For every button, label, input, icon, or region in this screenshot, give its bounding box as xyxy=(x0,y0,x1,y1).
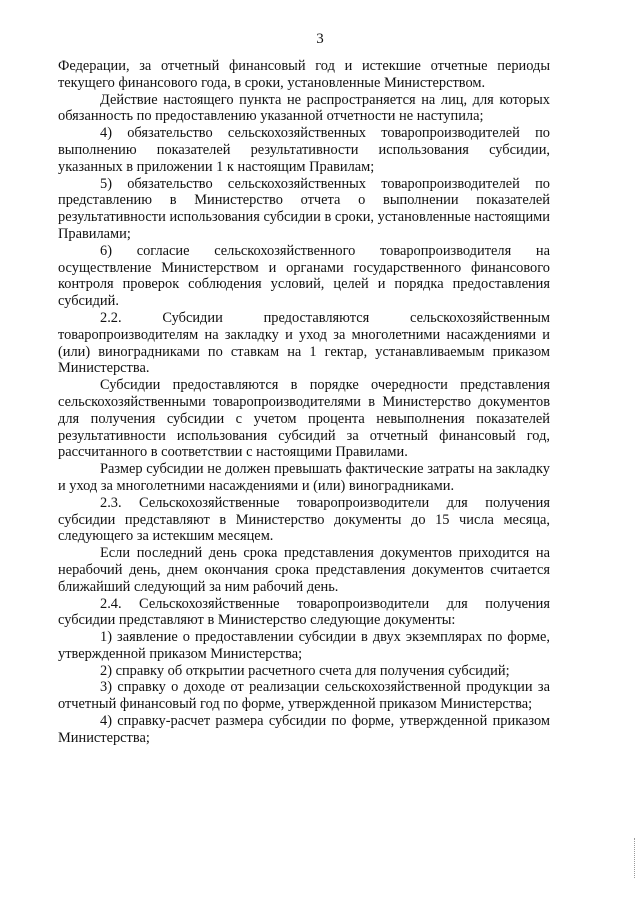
document-item-2: 2) справку об открытии расчетного счета для получения субсидий; xyxy=(100,662,510,679)
section-2-3: 2.3. Сельскохозяйственные товаропроизводители для получения субсидии представляют в Министерство документы до 15 числа месяца, следующего за истекшим месяцем. xyxy=(58,494,550,545)
list-item-5-obligation: 5) обязательство сельскохозяйственных товаропроизводителей по представлению в Министерство отчета о выполнении показателей результативности использования субсидии в сроки, установленные настоящими Правилами; xyxy=(58,175,550,242)
list-item-6-consent: 6) согласие сельскохозяйственного товаропроизводителя на осуществление Министерством и органами государственного финансового контроля проверок соблюдения условий, целей и порядка предоставления субсидий. xyxy=(58,242,550,310)
paragraph-exemption: Действие настоящего пункта не распространяется на лиц, для которых обязанность по предоставлению указанной отчетности не наступила; xyxy=(58,91,550,125)
paragraph-federation-reporting: Федерации, за отчетный финансовый год и истекшие отчетные периоды текущего финансового года, в сроки, установленные Министерством. xyxy=(58,58,550,91)
section-2-4: 2.4. Сельскохозяйственные товаропроизводители для получения субсидии представляют в Министерство следующие документы: xyxy=(58,595,550,629)
paragraph-deadline-holiday: Если последний день срока представления документов приходится на нерабочий день, днем окончания срока представления документов считается ближайший следующий за ним рабочий день. xyxy=(58,545,550,595)
page-number: 3 xyxy=(316,31,324,47)
paragraph-subsidy-amount: Размер субсидии не должен превышать фактические затраты на закладку и уход за многолетними насаждениями и (или) виноградниками. xyxy=(58,461,550,494)
paragraph-subsidy-order: Субсидии предоставляются в порядке очередности представления сельскохозяйственными товаропроизводителями в Министерство документов для получения субсидии с учетом процента невыполнения показателей результативности использования субсидий за отчетный финансовый год, рассчитанного в соответствии с настоящими Правилами. xyxy=(58,377,550,461)
document-item-4: 4) справку-расчет размера субсидии по форме, утвержденной приказом Министерства; xyxy=(58,713,550,746)
document-item-3: 3) справку о доходе от реализации сельскохозяйственной продукции за отчетный финансовый год по форме, утвержденной приказом Министерства; xyxy=(58,679,550,713)
section-2-2: 2.2. Субсидии предоставляются сельскохозяйственным товаропроизводителям на закладку и уход за многолетними насаждениями и (или) виноградниками по ставкам на 1 гектар, устанавливаемым приказом Министерства. xyxy=(58,309,550,377)
document-item-1: 1) заявление о предоставлении субсидии в двух экземплярах по форме, утвержденной приказом Министерства; xyxy=(58,629,550,662)
document-body xyxy=(58,58,550,747)
list-item-4-obligation: 4) обязательство сельскохозяйственных товаропроизводителей по выполнению показателей результативности использования субсидии, указанных в приложении 1 к настоящим Правилам; xyxy=(58,125,550,175)
scan-edge-mark xyxy=(634,838,637,878)
